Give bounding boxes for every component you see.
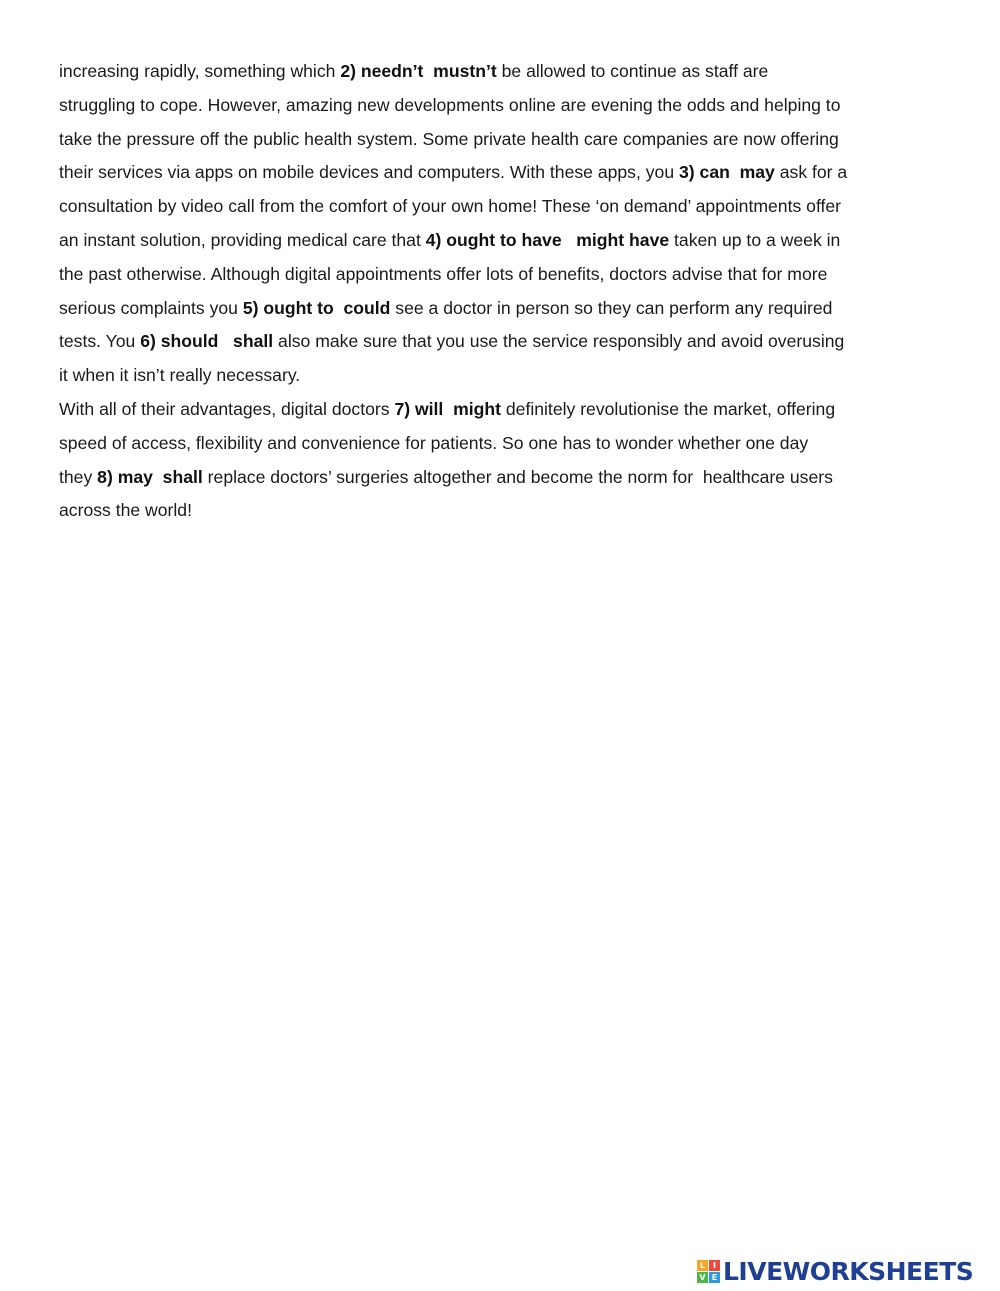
text-segment: consultation by video call from the comfort of your own home! These ‘on demand’ appointments offer (59, 196, 842, 217)
logo-cell: L (697, 1260, 708, 1271)
text-line (59, 393, 959, 427)
text-segment: serious complaints you (59, 297, 243, 318)
text-line (59, 325, 959, 359)
text-segment: also make sure that you use the service responsibly and avoid overusing (273, 331, 845, 352)
text-segment: take the pressure off the public health system. Some private health care companies are now offering (59, 128, 839, 149)
text-segment: they (59, 466, 98, 487)
answer-options[interactable]: 6) should shall (140, 331, 274, 352)
text-segment: taken up to a week in (669, 229, 841, 250)
text-line (59, 292, 959, 326)
text-segment: see a doctor in person so they can perform any required (390, 297, 833, 318)
text-segment: replace doctors’ surgeries altogether and become the norm for healthcare users (202, 466, 833, 487)
text-segment: definitely revolutionise the market, offering (500, 398, 836, 419)
text-line (59, 123, 959, 157)
text-segment: it when it isn’t really necessary. (59, 365, 301, 386)
answer-options[interactable]: 8) may shall (97, 466, 203, 487)
liveworksheets-logo (697, 1256, 973, 1286)
answer-options[interactable]: 3) can may (679, 162, 775, 183)
text-line (59, 359, 959, 393)
text-segment: across the world! (59, 500, 192, 521)
passage-text (59, 55, 959, 528)
text-segment: With all of their advantages, digital doctors (59, 398, 395, 419)
text-line (59, 156, 959, 190)
text-line (59, 190, 959, 224)
text-segment: tests. You (59, 331, 141, 352)
text-line (59, 461, 959, 495)
text-segment: speed of access, flexibility and convenience for patients. So one has to wonder whether one day (59, 432, 809, 453)
text-segment: struggling to cope. However, amazing new developments online are evening the odds and helping to (59, 94, 841, 115)
logo-cell: V (697, 1272, 708, 1283)
text-line (59, 224, 959, 258)
text-line (59, 258, 959, 292)
answer-options[interactable]: 7) will might (394, 398, 501, 419)
text-segment: an instant solution, providing medical care that (59, 229, 426, 250)
logo-wordmark: LIVEWORKSHEETS (723, 1256, 974, 1286)
logo-icon (697, 1260, 720, 1283)
text-line (59, 427, 959, 461)
answer-options[interactable]: 5) ought to could (242, 297, 391, 318)
answer-options[interactable]: 4) ought to have might have (425, 229, 670, 250)
text-line (59, 494, 959, 528)
text-segment: the past otherwise. Although digital appointments offer lots of benefits, doctors advise that for more (59, 263, 828, 284)
text-segment: be allowed to continue as staff are (496, 61, 769, 81)
text-segment: increasing rapidly, something which (59, 61, 341, 81)
text-line (59, 55, 959, 89)
text-segment: ask for a (774, 162, 848, 183)
answer-options[interactable]: 2) needn’t mustn’t (340, 61, 497, 81)
logo-cell: E (709, 1272, 720, 1283)
text-line (59, 89, 959, 123)
text-segment: their services via apps on mobile devices and computers. With these apps, you (59, 162, 679, 183)
logo-cell: I (709, 1260, 720, 1271)
